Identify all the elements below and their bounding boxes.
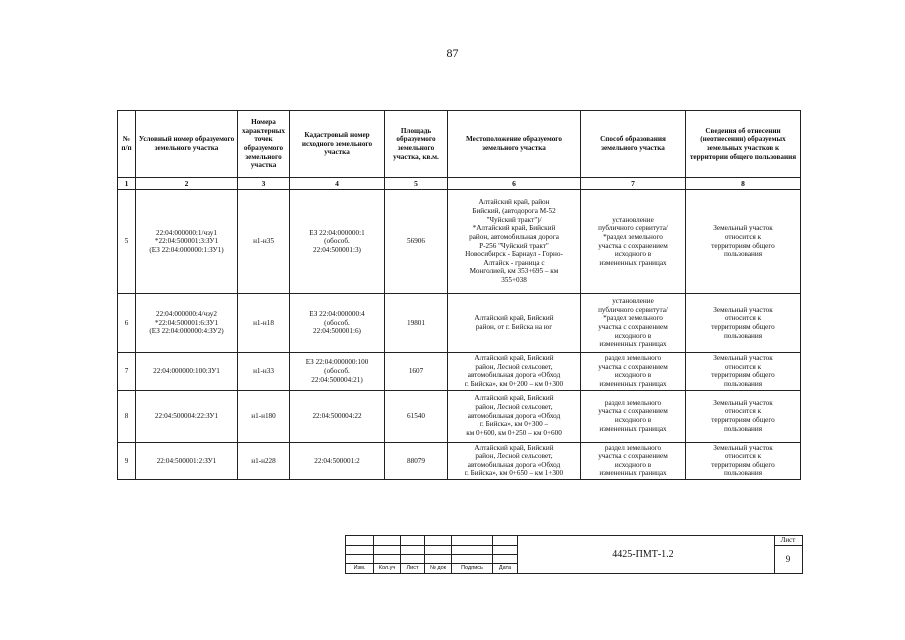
- column-number: 6: [448, 178, 581, 190]
- public-use-info: Земельный участок относится к территориям общего пользования: [686, 353, 801, 391]
- row-number: 5: [118, 190, 136, 294]
- page-number: 87: [446, 46, 459, 60]
- stamp-label: Изм.: [353, 565, 366, 571]
- cadastral-number: 22:04:500004:22: [290, 390, 385, 442]
- cadastral-number: ЕЗ 22:04:000000:100 (обособ. 22:04:500004:21): [290, 353, 385, 391]
- public-use-info: Земельный участок относится к территориям общего пользования: [686, 442, 801, 480]
- column-number: 3: [238, 178, 290, 190]
- column-number: 4: [290, 178, 385, 190]
- conditional-number: 22:04:000000:4/чзу2 *22:04:500001:6:ЗУ1 (ЕЗ 22:04:000000:4:ЗУ2): [136, 294, 238, 353]
- column-number: 8: [686, 178, 801, 190]
- table-row: [118, 294, 801, 353]
- header-cell: Условный номер образуемого земельного участка: [136, 111, 238, 178]
- location-text: Алтайский край, Бийский район, Лесной сельсовет, автомобильная дорога «Обход г. Бийска», км 0+300 – км 0+600, км 0+250 – км 0+600: [448, 390, 581, 442]
- cadastral-number: 22:04:500001:2: [290, 442, 385, 480]
- conditional-number: 22:04:000000:100:ЗУ1: [136, 353, 238, 391]
- table-row: [118, 442, 801, 480]
- document-code: 4425-ПМТ-1.2: [512, 536, 775, 573]
- table-row: [118, 353, 801, 391]
- header-cell: № п/п: [118, 111, 136, 178]
- formation-method: раздел земельного участка с сохранением исходного в измененных границах: [581, 353, 686, 391]
- location-text: Алтайский край, Бийский район, Лесной сельсовет, автомобильная дорога «Обход г. Бийска», км 0+200 – км 0+300: [448, 353, 581, 391]
- header-cell: Сведения об отнесении (неотнесении) образуемых земельных участков к территории общего пользования: [686, 111, 801, 178]
- column-number-row: [118, 178, 801, 190]
- area-value: 56906: [385, 190, 448, 294]
- location-text: Алтайский край, район Бийский, (автодорога М-52 "Чуйский тракт")/ *Алтайский край, Бийский район, автомобильная дорога Р-256 "Чуйский тракт" Новосибирск - Барнаул - Горно- Алтайск - граница с Монголией, км 353+695 – км 355+038: [448, 190, 581, 294]
- formation-method: раздел земельного участка с сохранением исходного в измененных границах: [581, 390, 686, 442]
- stamp-column: [401, 536, 425, 573]
- row-number: 9: [118, 442, 136, 480]
- cadastral-number: ЕЗ 22:04:000000:1 (обособ. 22:04:500001:3): [290, 190, 385, 294]
- conditional-number: 22:04:500001:2:ЗУ1: [136, 442, 238, 480]
- column-number: 1: [118, 178, 136, 190]
- column-number: 5: [385, 178, 448, 190]
- conditional-number: 22:04:500004:22:ЗУ1: [136, 390, 238, 442]
- characteristic-points: н1-н33: [238, 353, 290, 391]
- stamp-column: [425, 536, 452, 573]
- area-value: 61540: [385, 390, 448, 442]
- area-value: 1607: [385, 353, 448, 391]
- public-use-info: Земельный участок относится к территориям общего пользования: [686, 294, 801, 353]
- conditional-number: 22:04:000000:1/чзу1 *22:04:500001:3:ЗУ1 (ЕЗ 22:04:000000:1:ЗУ1): [136, 190, 238, 294]
- area-value: 19801: [385, 294, 448, 353]
- column-number: 2: [136, 178, 238, 190]
- header-cell: Местоположение образуемого земельного участка: [448, 111, 581, 178]
- row-number: 7: [118, 353, 136, 391]
- formation-method: раздел земельного участка с сохранением исходного в измененных границах: [581, 442, 686, 480]
- stamp-revision-columns: [346, 536, 518, 573]
- characteristic-points: н1-н35: [238, 190, 290, 294]
- stamp-label: Дата: [498, 565, 512, 571]
- stamp-column: [374, 536, 401, 573]
- formation-method: установление публичного сервитута/ *раздел земельного участка с сохранением исходного в измененных границах: [581, 294, 686, 353]
- characteristic-points: н1-н228: [238, 442, 290, 480]
- location-text: Алтайский край, Бийский район, от г. Бийска на юг: [448, 294, 581, 353]
- column-number: 7: [581, 178, 686, 190]
- stamp-column: [346, 536, 374, 573]
- stamp-label: № док: [429, 565, 447, 571]
- sheet-label: Лист: [774, 536, 802, 546]
- header-cell: Номера характерных точек образуемого земельного участка: [238, 111, 290, 178]
- table-header-row: [118, 111, 801, 178]
- table-row: [118, 190, 801, 294]
- sheet-number: 9: [785, 554, 791, 564]
- cadastral-number: ЕЗ 22:04:000000:4 (обособ. 22:04:500001:6): [290, 294, 385, 353]
- public-use-info: Земельный участок относится к территориям общего пользования: [686, 190, 801, 294]
- stamp-label: Кол.уч: [378, 565, 396, 571]
- header-cell: Способ образования земельного участка: [581, 111, 686, 178]
- stamp-label: Лист: [406, 565, 419, 571]
- location-text: Алтайский край, Бийский район, Лесной сельсовет, автомобильная дорога «Обход г. Бийска», км 0+650 – км 1+300: [448, 442, 581, 480]
- header-cell: Площадь образуемого земельного участка, кв.м.: [385, 111, 448, 178]
- area-value: 88079: [385, 442, 448, 480]
- row-number: 6: [118, 294, 136, 353]
- public-use-info: Земельный участок относится к территориям общего пользования: [686, 390, 801, 442]
- stamp-label: Подпись: [461, 565, 483, 571]
- characteristic-points: н1-н18: [238, 294, 290, 353]
- formation-method: установление публичного сервитута/ *раздел земельного участка с сохранением исходного в измененных границах: [581, 190, 686, 294]
- land-plots-table: [117, 110, 801, 480]
- row-number: 8: [118, 390, 136, 442]
- title-block-stamp: [345, 535, 803, 574]
- stamp-column: [452, 536, 493, 573]
- header-cell: Кадастровый номер исходного земельного участка: [290, 111, 385, 178]
- table-row: [118, 390, 801, 442]
- characteristic-points: н1-н180: [238, 390, 290, 442]
